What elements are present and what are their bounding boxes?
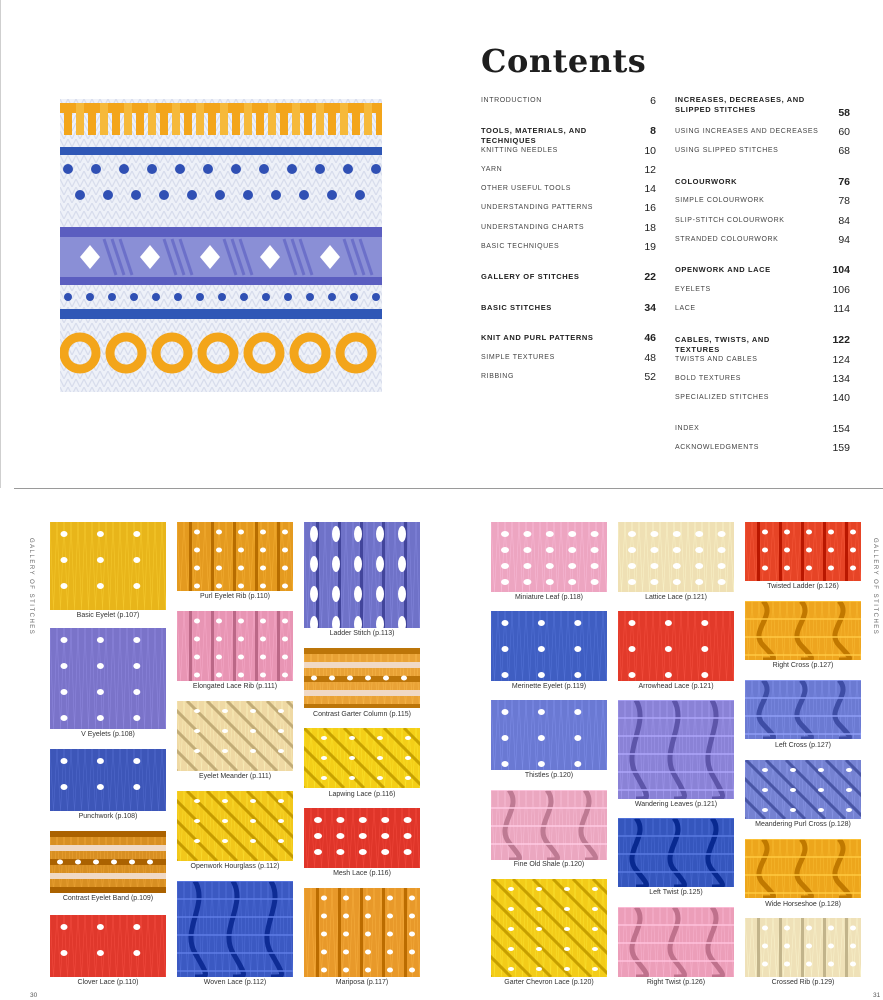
toc-entry-title: SIMPLE COLOURWORK <box>675 197 765 204</box>
toc-entry-page: 16 <box>644 202 656 214</box>
swatch-caption: Ladder Stitch (p.113) <box>329 630 395 637</box>
swatch-photo <box>50 831 166 893</box>
toc-entry-title: CABLES, TWISTS, AND TEXTURES <box>675 335 770 354</box>
swatch-photo <box>50 749 166 811</box>
swatch-image <box>50 628 166 729</box>
swatch-photo <box>304 888 420 977</box>
toc-entry-page: 22 <box>644 271 656 283</box>
toc-entry-page: 12 <box>644 164 656 176</box>
swatch-image <box>491 522 607 592</box>
swatch-photo <box>50 522 166 610</box>
toc-entry-title: YARN <box>481 166 503 173</box>
toc-entry-page: 10 <box>644 145 656 157</box>
swatch-caption: Meandering Purl Cross (p.128) <box>755 821 851 828</box>
swatch-caption: Clover Lace (p.110) <box>77 979 139 986</box>
swatch-photo <box>491 522 607 592</box>
toc-entry-page: 60 <box>838 126 850 138</box>
toc-entry-title: EYELETS <box>675 286 711 293</box>
swatch-photo <box>177 522 293 591</box>
swatch-photo <box>50 628 166 729</box>
side-running-head: GALLERY OF STITCHES <box>872 538 878 636</box>
swatch-caption: Lattice Lace (p.121) <box>645 594 707 601</box>
swatch-image <box>618 611 734 681</box>
swatch-caption: Merinette Eyelet (p.119) <box>511 683 587 690</box>
toc-entry-page: 134 <box>832 373 850 385</box>
swatch-photo <box>177 791 293 861</box>
swatch-image <box>618 818 734 887</box>
toc-entry-title: KNITTING NEEDLES <box>481 147 558 154</box>
swatch-image <box>177 791 293 861</box>
toc-entry-page: 52 <box>644 371 656 383</box>
swatch-caption: V Eyelets (p.108) <box>81 731 135 738</box>
toc-entry-page: 106 <box>832 284 850 296</box>
page-title: Contents <box>481 42 647 80</box>
toc-entry-title: SIMPLE TEXTURES <box>481 354 555 361</box>
toc-entry-page: 140 <box>832 392 850 404</box>
swatch-image <box>745 760 861 819</box>
page-number: 30 <box>30 992 38 999</box>
toc-entry-title: BOLD TEXTURES <box>675 375 742 382</box>
toc-entry-title: SLIP-STITCH COLOURWORK <box>675 217 785 224</box>
swatch-photo <box>745 522 861 581</box>
swatch-caption: Right Cross (p.127) <box>772 662 834 669</box>
toc-entry-page: 114 <box>833 303 850 315</box>
swatch-image <box>491 879 607 977</box>
toc-entry-title: LACE <box>675 305 696 312</box>
swatch-photo <box>177 611 293 681</box>
toc-entry-title: STRANDED COLOURWORK <box>675 236 779 243</box>
swatch-photo <box>491 700 607 770</box>
swatch-photo <box>177 701 293 771</box>
swatch-photo <box>618 522 734 592</box>
toc-entry-title: OTHER USEFUL TOOLS <box>481 185 572 192</box>
swatch-caption: Woven Lace (p.112) <box>203 979 267 986</box>
swatch-image <box>618 700 734 799</box>
toc-entry-title: UNDERSTANDING PATTERNS <box>481 204 593 211</box>
swatch-photo <box>745 760 861 819</box>
swatch-caption: Elongated Lace Rib (p.111) <box>192 683 278 690</box>
swatch-image <box>745 522 861 581</box>
swatch-photo <box>745 680 861 739</box>
toc-entry-page: 46 <box>644 332 656 344</box>
swatch-photo <box>745 839 861 898</box>
swatch-photo <box>177 881 293 977</box>
toc-entry-title: INCREASES, DECREASES, AND SLIPPED STITCHES <box>675 95 805 114</box>
toc-entry-page: 14 <box>644 183 656 195</box>
toc-entry-title: OPENWORK AND LACE <box>675 265 771 274</box>
toc-entry-title: USING INCREASES AND DECREASES <box>675 128 819 135</box>
swatch-caption: Basic Eyelet (p.107) <box>76 612 140 619</box>
swatch-image <box>304 648 420 708</box>
colourwork-swatch-photo <box>60 99 382 392</box>
toc-entry-page: 58 <box>838 107 850 119</box>
swatch-caption: Twisted Ladder (p.126) <box>767 583 839 590</box>
toc-entry-page: 76 <box>838 176 850 188</box>
swatch-image <box>304 728 420 788</box>
toc-entry-title: RIBBING <box>481 373 514 380</box>
swatch-photo <box>745 601 861 660</box>
swatch-caption: Miniature Leaf (p.118) <box>515 594 583 601</box>
swatch-caption: Punchwork (p.108) <box>78 813 138 820</box>
swatch-image <box>304 522 420 628</box>
toc-entry-title: KNIT AND PURL PATTERNS <box>481 333 594 342</box>
swatch-image <box>491 700 607 770</box>
swatch-image <box>745 680 861 739</box>
swatch-caption: Mesh Lace (p.116) <box>333 870 391 877</box>
swatch-caption: Mariposa (p.117) <box>335 979 389 986</box>
swatch-photo <box>491 611 607 681</box>
swatch-caption: Openwork Hourglass (p.112) <box>190 863 280 870</box>
swatch-photo <box>491 879 607 977</box>
swatch-photo <box>618 611 734 681</box>
toc-entry-page: 48 <box>644 352 656 364</box>
swatch-image <box>177 611 293 681</box>
toc-entry-page: 124 <box>832 354 850 366</box>
swatch-image <box>491 611 607 681</box>
swatch-image <box>618 907 734 977</box>
swatch-caption: Left Cross (p.127) <box>774 742 832 749</box>
swatch-image <box>491 790 607 860</box>
toc-entry-page: 159 <box>832 442 850 454</box>
swatch-photo <box>304 522 420 628</box>
page-number: 31 <box>873 992 881 999</box>
toc-entry-page: 6 <box>650 95 656 107</box>
toc-entry-page: 154 <box>832 423 850 435</box>
toc-entry-title: TWISTS AND CABLES <box>675 356 758 363</box>
toc-entry-title: BASIC TECHNIQUES <box>481 243 560 250</box>
swatch-image <box>304 808 420 868</box>
swatch-caption: Contrast Garter Column (p.115) <box>313 711 411 718</box>
toc-entry-page: 18 <box>644 222 656 234</box>
gallery-page-left <box>0 490 441 1000</box>
swatch-image <box>177 881 293 977</box>
swatch-photo <box>745 918 861 977</box>
swatch-caption: Thistles (p.120) <box>524 772 574 779</box>
toc-entry-title: GALLERY OF STITCHES <box>481 272 580 281</box>
swatch-image <box>50 522 166 610</box>
toc-entry-title: UNDERSTANDING CHARTS <box>481 224 585 231</box>
toc-entry-title: INDEX <box>675 425 700 432</box>
toc-entry-page: 68 <box>838 145 850 157</box>
swatch-photo <box>618 907 734 977</box>
spread-separator <box>14 488 883 489</box>
swatch-image <box>304 888 420 977</box>
swatch-caption: Wandering Leaves (p.121) <box>634 801 718 808</box>
swatch-caption: Lapwing Lace (p.116) <box>328 791 396 798</box>
swatch-caption: Garter Chevron Lace (p.120) <box>504 979 594 986</box>
swatch-caption: Crossed Rib (p.129) <box>771 979 835 986</box>
swatch-image <box>50 831 166 893</box>
swatch-image <box>177 522 293 591</box>
toc-entry-page: 122 <box>832 334 850 346</box>
swatch-photo <box>304 648 420 708</box>
toc-entry-title: ACKNOWLEDGMENTS <box>675 444 760 451</box>
swatch-photo <box>304 808 420 868</box>
swatch-caption: Right Twist (p.126) <box>646 979 706 986</box>
toc-entry-page: 94 <box>838 234 850 246</box>
toc-entry-page: 19 <box>644 241 656 253</box>
toc-entry-title: SPECIALIZED STITCHES <box>675 394 770 401</box>
swatch-image <box>745 601 861 660</box>
swatch-photo <box>618 700 734 799</box>
swatch-caption: Purl Eyelet Rib (p.110) <box>200 593 270 600</box>
swatch-photo <box>304 728 420 788</box>
swatch-caption: Wide Horseshoe (p.128) <box>765 901 841 908</box>
toc-entry-title: COLOURWORK <box>675 177 738 186</box>
toc-entry-title: TOOLS, MATERIALS, AND TECHNIQUES <box>481 126 587 145</box>
swatch-image <box>50 749 166 811</box>
toc-entry-page: 34 <box>644 302 656 314</box>
toc-entry-title: USING SLIPPED STITCHES <box>675 147 779 154</box>
swatch-caption: Fine Old Shale (p.120) <box>513 861 585 868</box>
toc-entry-page: 104 <box>832 264 850 276</box>
swatch-image <box>745 839 861 898</box>
swatch-caption: Eyelet Meander (p.111) <box>198 773 272 780</box>
page-fold <box>0 0 1 488</box>
swatch-caption: Left Twist (p.125) <box>649 889 703 896</box>
swatch-image <box>745 918 861 977</box>
toc-entry-page: 78 <box>838 195 850 207</box>
contents-spread <box>0 0 883 488</box>
swatch-image <box>50 915 166 977</box>
toc-entry-page: 8 <box>650 125 656 137</box>
toc-entry-title: INTRODUCTION <box>481 97 542 104</box>
side-running-head: GALLERY OF STITCHES <box>28 538 34 636</box>
swatch-image <box>618 522 734 592</box>
toc-entry-page: 84 <box>838 215 850 227</box>
swatch-photo <box>50 915 166 977</box>
swatch-photo <box>491 790 607 860</box>
swatch-caption: Contrast Eyelet Band (p.109) <box>62 895 154 902</box>
swatch-image <box>177 701 293 771</box>
toc-entry-title: BASIC STITCHES <box>481 303 552 312</box>
gallery-page-right <box>442 490 883 1000</box>
swatch-caption: Arrowhead Lace (p.121) <box>638 683 714 690</box>
swatch-photo <box>618 818 734 887</box>
